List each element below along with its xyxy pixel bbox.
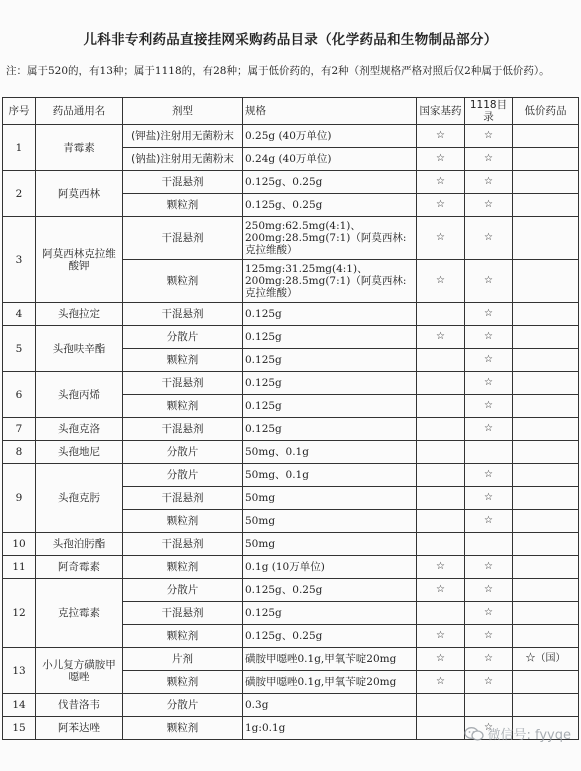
cell-low-price: [513, 148, 579, 171]
cell-1118: ☆: [465, 717, 513, 740]
cell-1118: ☆: [465, 125, 513, 148]
cell-form: 分散片: [123, 326, 243, 349]
cell-low-price: [513, 487, 579, 510]
cell-basic-drug: [417, 303, 465, 326]
header-basic: 国家基药: [417, 98, 465, 125]
cell-spec: 0.125g、0.25g: [243, 625, 417, 648]
cell-1118: ☆: [465, 579, 513, 602]
cell-1118: ☆: [465, 260, 513, 303]
cell-1118: ☆: [465, 326, 513, 349]
cell-low-price: [513, 171, 579, 194]
header-form: 剂型: [123, 98, 243, 125]
cell-no: 13: [3, 648, 36, 694]
table-row: [3, 694, 579, 717]
cell-spec: 0.125g: [243, 418, 417, 441]
cell-low-price: [513, 602, 579, 625]
cell-low-price: [513, 395, 579, 418]
table-row: [3, 217, 579, 260]
cell-1118: ☆: [465, 556, 513, 579]
cell-form: 干混悬剂: [123, 171, 243, 194]
note-text: 注：属于520的，有13种；属于1118的，有28种；属于低价药的，有2种（剂型规格严格对照后仅2种属于低价药）。: [6, 65, 550, 77]
cell-spec: 磺胺甲噁唑0.1g,甲氧苄啶20mg: [243, 648, 417, 671]
cell-basic-drug: [417, 694, 465, 717]
cell-form: 分散片: [123, 579, 243, 602]
cell-spec: 0.125g、0.25g: [243, 579, 417, 602]
cell-drug-name: 阿莫西林克拉维酸钾: [36, 217, 123, 303]
cell-low-price: [513, 671, 579, 694]
cell-form: 颗粒剂: [123, 395, 243, 418]
cell-basic-drug: [417, 441, 465, 464]
cell-spec: 50mg: [243, 533, 417, 556]
page-title: 儿科非专利药品直接挂网采购药品目录（化学药品和生物制品部分）: [83, 32, 498, 48]
cell-no: 7: [3, 418, 36, 441]
table-row: [3, 326, 579, 349]
cell-form: 颗粒剂: [123, 671, 243, 694]
cell-spec: 0.24g (40万单位): [243, 148, 417, 171]
cell-form: 颗粒剂: [123, 556, 243, 579]
cell-spec: 1g:0.1g: [243, 717, 417, 740]
cell-1118: ☆: [465, 148, 513, 171]
cell-spec: 0.125g、0.25g: [243, 171, 417, 194]
table-row: [3, 418, 579, 441]
cell-spec: 0.125g: [243, 372, 417, 395]
cell-basic-drug: [417, 395, 465, 418]
header-1118: 1118目录: [465, 98, 513, 125]
cell-no: 6: [3, 372, 36, 418]
cell-drug-name: 伐昔洛韦: [36, 694, 123, 717]
cell-basic-drug: [417, 533, 465, 556]
table-row: [3, 556, 579, 579]
cell-low-price: [513, 579, 579, 602]
cell-low-price: [513, 217, 579, 260]
cell-basic-drug: ☆: [417, 217, 465, 260]
cell-1118: ☆: [465, 194, 513, 217]
cell-basic-drug: ☆: [417, 125, 465, 148]
cell-drug-name: 青霉素: [36, 125, 123, 171]
cell-no: 8: [3, 441, 36, 464]
cell-no: 12: [3, 579, 36, 648]
cell-form: 干混悬剂: [123, 487, 243, 510]
cell-basic-drug: [417, 487, 465, 510]
cell-basic-drug: ☆: [417, 579, 465, 602]
cell-basic-drug: ☆: [417, 625, 465, 648]
cell-basic-drug: [417, 349, 465, 372]
cell-drug-name: 阿奇霉素: [36, 556, 123, 579]
cell-spec: 0.125g: [243, 395, 417, 418]
cell-form: 干混悬剂: [123, 372, 243, 395]
cell-low-price: [513, 441, 579, 464]
cell-basic-drug: [417, 464, 465, 487]
cell-form: 片剂: [123, 648, 243, 671]
cell-low-price: [513, 556, 579, 579]
cell-low-price: [513, 303, 579, 326]
table-row: [3, 372, 579, 395]
cell-no: 14: [3, 694, 36, 717]
cell-spec: 0.125g: [243, 349, 417, 372]
table-row: [3, 303, 579, 326]
watermark-text: 微信号: fyyqe: [487, 728, 571, 743]
cell-form: (钾盐)注射用无菌粉末: [123, 125, 243, 148]
cell-no: 4: [3, 303, 36, 326]
cell-1118: ☆: [465, 464, 513, 487]
cell-no: 3: [3, 217, 36, 303]
cell-basic-drug: [417, 418, 465, 441]
cell-1118: [465, 441, 513, 464]
cell-form: 颗粒剂: [123, 260, 243, 303]
cell-low-price: [513, 372, 579, 395]
cell-spec: 50mg: [243, 510, 417, 533]
cell-low-price: [513, 464, 579, 487]
cell-form: 颗粒剂: [123, 625, 243, 648]
cell-basic-drug: ☆: [417, 260, 465, 303]
table-row: [3, 648, 579, 671]
cell-drug-name: 头孢丙烯: [36, 372, 123, 418]
cell-1118: ☆: [465, 671, 513, 694]
cell-basic-drug: [417, 510, 465, 533]
cell-1118: ☆: [465, 648, 513, 671]
cell-form: 干混悬剂: [123, 217, 243, 260]
cell-no: 15: [3, 717, 36, 740]
cell-spec: 50mg、0.1g: [243, 441, 417, 464]
cell-form: 干混悬剂: [123, 602, 243, 625]
table-row: [3, 533, 579, 556]
cell-form: 干混悬剂: [123, 303, 243, 326]
cell-form: (钠盐)注射用无菌粉末: [123, 148, 243, 171]
cell-form: 颗粒剂: [123, 194, 243, 217]
cell-spec: 0.125g: [243, 602, 417, 625]
header-row: [3, 98, 579, 125]
cell-basic-drug: ☆: [417, 671, 465, 694]
cell-form: 分散片: [123, 464, 243, 487]
table-row: [3, 171, 579, 194]
cell-low-price: [513, 260, 579, 303]
cell-no: 5: [3, 326, 36, 372]
cell-1118: ☆: [465, 487, 513, 510]
cell-low-price: [513, 694, 579, 717]
cell-drug-name: 小儿复方磺胺甲噁唑: [36, 648, 123, 694]
cell-basic-drug: [417, 717, 465, 740]
cell-form: 分散片: [123, 441, 243, 464]
cell-form: 颗粒剂: [123, 717, 243, 740]
cell-drug-name: 阿苯达唑: [36, 717, 123, 740]
cell-low-price: [513, 125, 579, 148]
cell-1118: ☆: [465, 372, 513, 395]
cell-1118: ☆: [465, 217, 513, 260]
cell-drug-name: 头孢泊肟酯: [36, 533, 123, 556]
cell-spec: 125mg:31.25mg(4:1)、200mg:28.5mg(7:1)（阿莫西林:克拉维酸）: [243, 260, 417, 303]
cell-basic-drug: ☆: [417, 556, 465, 579]
cell-no: 2: [3, 171, 36, 217]
cell-1118: ☆: [465, 602, 513, 625]
cell-1118: ☆: [465, 303, 513, 326]
cell-spec: 0.125g、0.25g: [243, 194, 417, 217]
cell-basic-drug: ☆: [417, 148, 465, 171]
cell-drug-name: 阿莫西林: [36, 171, 123, 217]
cell-low-price: [513, 194, 579, 217]
cell-drug-name: 头孢克肟: [36, 464, 123, 533]
cell-basic-drug: [417, 372, 465, 395]
cell-form: 干混悬剂: [123, 418, 243, 441]
cell-basic-drug: ☆: [417, 171, 465, 194]
cell-spec: 0.1g (10万单位): [243, 556, 417, 579]
table-row: [3, 125, 579, 148]
cell-spec: 0.125g: [243, 303, 417, 326]
cell-low-price: [513, 510, 579, 533]
cell-1118: ☆: [465, 510, 513, 533]
cell-form: 分散片: [123, 694, 243, 717]
cell-1118: ☆: [465, 171, 513, 194]
table-row: [3, 441, 579, 464]
cell-drug-name: 头孢地尼: [36, 441, 123, 464]
drug-catalog-table: [2, 97, 579, 740]
cell-basic-drug: ☆: [417, 648, 465, 671]
cell-no: 1: [3, 125, 36, 171]
cell-low-price: [513, 533, 579, 556]
cell-no: 10: [3, 533, 36, 556]
cell-1118: [465, 694, 513, 717]
cell-drug-name: 头孢呋辛酯: [36, 326, 123, 372]
cell-form: 干混悬剂: [123, 533, 243, 556]
cell-spec: 50mg: [243, 487, 417, 510]
cell-low-price: [513, 625, 579, 648]
header-name: 药品通用名: [36, 98, 123, 125]
cell-basic-drug: [417, 602, 465, 625]
header-spec: 规格: [243, 98, 417, 125]
table-row: [3, 464, 579, 487]
cell-form: 颗粒剂: [123, 510, 243, 533]
cell-spec: 250mg:62.5mg(4:1)、200mg:28.5mg(7:1)（阿莫西林:克拉维酸）: [243, 217, 417, 260]
cell-low-price: [513, 418, 579, 441]
cell-basic-drug: ☆: [417, 326, 465, 349]
cell-1118: ☆: [465, 418, 513, 441]
cell-no: 9: [3, 464, 36, 533]
table-row: [3, 579, 579, 602]
cell-spec: 0.3g: [243, 694, 417, 717]
cell-1118: ☆: [465, 349, 513, 372]
cell-1118: ☆: [465, 395, 513, 418]
cell-1118: [465, 533, 513, 556]
cell-form: 颗粒剂: [123, 349, 243, 372]
header-no: 序号: [3, 98, 36, 125]
cell-low-price: [513, 349, 579, 372]
cell-no: 11: [3, 556, 36, 579]
wechat-watermark: [464, 724, 572, 743]
cell-basic-drug: ☆: [417, 194, 465, 217]
cell-spec: 0.25g (40万单位): [243, 125, 417, 148]
cell-spec: 50mg、0.1g: [243, 464, 417, 487]
cell-drug-name: 头孢克洛: [36, 418, 123, 441]
cell-low-price: ☆（国）: [513, 648, 579, 671]
cell-spec: 磺胺甲噁唑0.1g,甲氧苄啶20mg: [243, 671, 417, 694]
cell-spec: 0.125g: [243, 326, 417, 349]
header-lowprice: 低价药品: [513, 98, 579, 125]
wechat-icon: [464, 726, 484, 742]
cell-low-price: [513, 326, 579, 349]
cell-drug-name: 头孢拉定: [36, 303, 123, 326]
cell-drug-name: 克拉霉素: [36, 579, 123, 648]
cell-1118: ☆: [465, 625, 513, 648]
